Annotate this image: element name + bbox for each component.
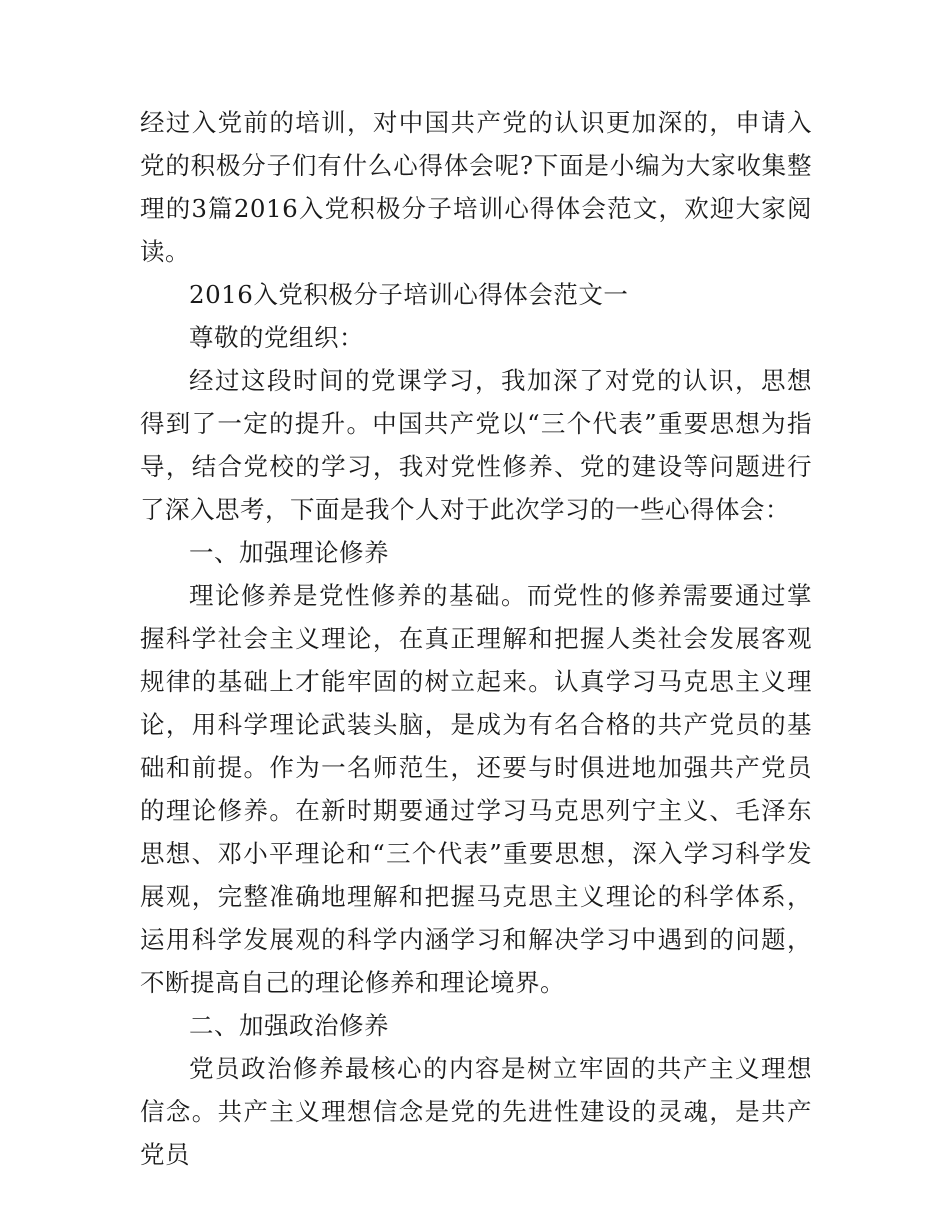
intro-paragraph: 经过入党前的培训，对中国共产党的认识更加深的，申请入党的积极分子们有什么心得体会呢?下面是小编为大家收集整理的3篇2016入党积极分子培训心得体会范文，欢迎大家阅读。 bbox=[140, 108, 812, 266]
section-heading-theory: 一、加强理论修养 bbox=[189, 538, 389, 567]
document-body bbox=[140, 101, 812, 1176]
section-body-politics: 党员政治修养最核心的内容是树立牢固的共产主义理想信念。共产主义理想信念是党的先进性建设的灵魂，是共产党员 bbox=[140, 1054, 812, 1169]
opening-paragraph: 经过这段时间的党课学习，我加深了对党的认识，思想得到了一定的提升。中国共产党以“三个代表”重要思想为指导，结合党校的学习，我对党性修养、党的建设等问题进行了深入思考，下面是我个人对于此次学习的一些心得体会： bbox=[140, 366, 812, 524]
essay-title: 2016入党积极分子培训心得体会范文一 bbox=[189, 280, 629, 309]
section-body-theory: 理论修养是党性修养的基础。而党性的修养需要通过掌握科学社会主义理论，在真正理解和把握人类社会发展客观规律的基础上才能牢固的树立起来。认真学习马克思主义理论，用科学理论武装头脑，是成为有名合格的共产党员的基础和前提。作为一名师范生，还要与时俱进地加强共产党员的理论修养。在新时期要通过学习马克思列宁主义、毛泽东思想、邓小平理论和“三个代表”重要思想，深入学习科学发展观，完整准确地理解和把握马克思主义理论的科学体系，运用科学发展观的科学内涵学习和解决学习中遇到的问题，不断提高自己的理论修养和理论境界。 bbox=[140, 581, 812, 997]
section-heading-politics: 二、加强政治修养 bbox=[189, 1011, 389, 1040]
salutation: 尊敬的党组织： bbox=[189, 323, 364, 352]
